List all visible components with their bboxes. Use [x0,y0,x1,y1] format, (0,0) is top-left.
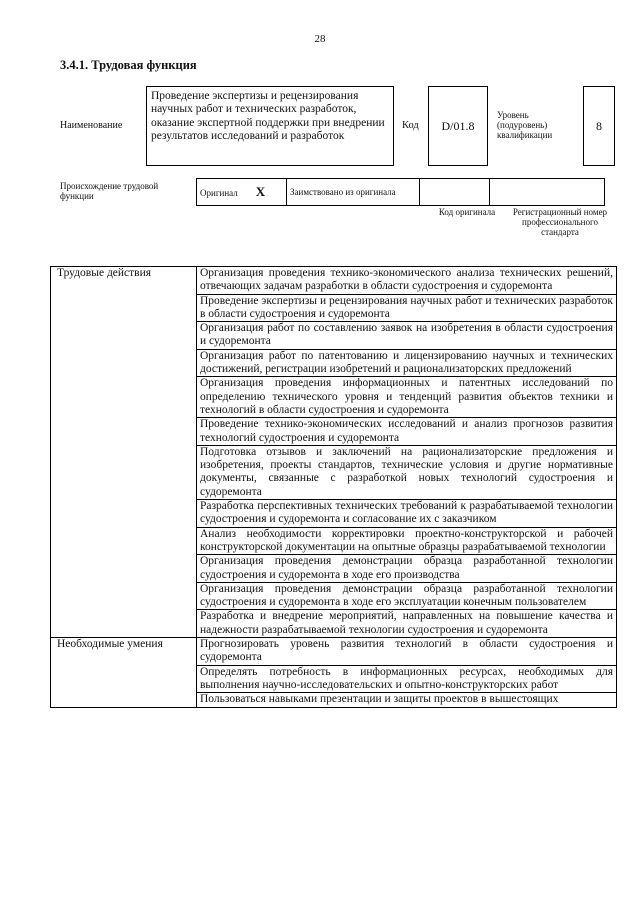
borrowed-cell [287,179,420,206]
labor-action-item: Организация работ по составлению заявок на изобретения в области судостроения и судоремонта [197,322,617,350]
section-title: 3.4.1. Трудовая функция [60,58,197,72]
labor-action-item: Проведение технико-экономических исследований и анализ прогнозов развития технологий судостроения и судоремонта [197,418,617,446]
code-original-caption: Код оригинала [438,207,496,217]
code-label: Код [402,120,419,131]
origin-table [196,178,605,206]
level-value: 8 [596,118,602,133]
code-original-cell [420,179,490,206]
function-name-value: Проведение экспертизы и рецензирования научных работ и технических разработок, оказание экспертной поддержки при внедрении результатов исследований и разработок [151,90,385,142]
labor-action-item: Организация проведения информационных и патентных исследований по определению технического уровня и тенденций развития объектов техники и технологий в области судостроения и судоремонта [197,377,617,418]
labor-action-item: Организация проведения демонстрации образца разработанной технологии судостроения и судоремонта в ходе его производства [197,555,617,583]
original-label: Оригинал [200,188,238,198]
code-box [428,86,488,166]
labor-action-item: Подготовка отзывов и заключений на рационализаторские предложения и изобретения, проекты стандартов, технические условия и другие нормативные документы, связанные с разработкой новых технологий судостроения и судоремонта [197,445,617,499]
origin-label: Происхождение трудовой функции [60,181,159,201]
function-name-box [146,86,394,166]
labor-action-item: Разработка перспективных технических требований к разрабатываемой технологии судостроения и судоремонта и согласование их с заказчиком [197,500,617,528]
original-cell [197,179,287,206]
labor-action-item: Проведение экспертизы и рецензирования научных работ и технических разработок в области судостроения и судоремонта [197,294,617,322]
reg-number-caption: Регистрационный номер профессионального стандарта [512,207,608,237]
level-box [583,86,615,166]
skill-item: Определять потребность в информационных ресурсах, необходимых для выполнения научно-исследовательских и опытно-конструкторских работ [197,665,617,693]
skills-label: Необходимые умения [51,638,197,708]
labor-action-item: Разработка и внедрение мероприятий, направленных на повышение качества и надежности разрабатываемой технологии судостроения и судоремонта [197,610,617,638]
borrowed-label: Заимствовано из оригинала [290,187,396,197]
labor-function-table [50,266,617,708]
labor-action-item: Организация работ по патентованию и лицензированию научных и технических достижений, регистрации изобретений и рационализаторских предложений [197,349,617,377]
table-row [51,267,617,295]
labor-action-item: Организация проведения технико-экономического анализа технических решений, отвечающих задачам разработки в области судостроения и судоремонта [197,267,617,295]
skill-item-cell [197,693,617,708]
skill-item: Пользоваться навыками презентации и защиты проектов в вышестоящих [200,693,559,706]
reg-number-cell [490,179,605,206]
level-label: Уровень (подуровень) квалификации [497,110,553,140]
name-label: Наименование [60,120,123,131]
labor-actions-label: Трудовые действия [51,267,197,638]
page-number: 28 [314,33,326,45]
labor-action-item: Организация проведения демонстрации образца разработанной технологии судостроения и судоремонта в ходе его эксплуатации конечным пользователем [197,582,617,610]
code-value: D/01.8 [441,118,475,133]
original-mark: X [255,184,266,199]
skill-item: Прогнозировать уровень развития технологий в области судостроения и судоремонта [197,638,617,666]
labor-action-item: Анализ необходимости корректировки проектно-конструкторской и рабочей конструкторской документации на опытные образцы разрабатываемой технологии [197,527,617,555]
table-row [51,638,617,666]
